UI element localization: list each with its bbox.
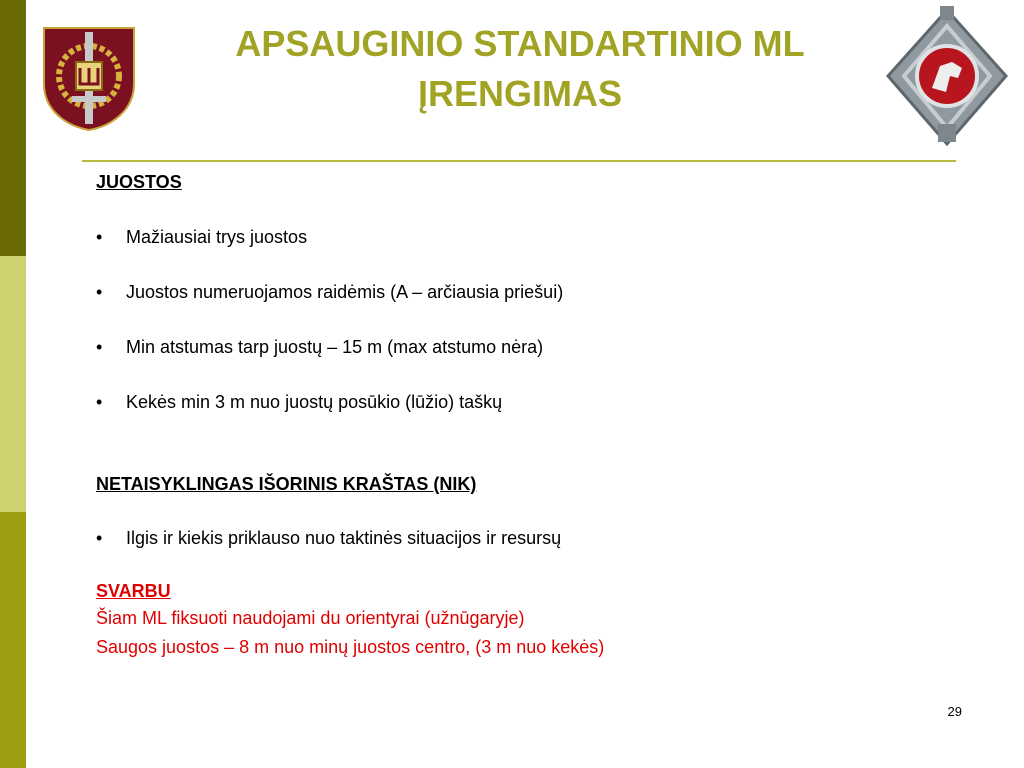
bullet-item [96,527,561,549]
bullet-item [96,391,502,413]
bullet-item [96,226,307,248]
bullet-text: Mažiausiai trys juostos [126,227,308,247]
bullet-item [96,336,543,358]
bullet-dot: • [96,392,103,412]
important-heading: SVARBU [96,581,171,601]
bullet-text: Kekės min 3 m nuo juostų posūkio (lūžio) taškų [126,392,503,412]
bullet-dot: • [96,337,103,357]
section-heading-nik: NETAISYKLINGAS IŠORINIS KRAŠTAS (NIK) [96,474,477,494]
bullet-dot: • [96,528,103,548]
slide-title-line1: APSAUGINIO STANDARTINIO ML [235,23,805,64]
side-bar-middle [0,256,26,512]
page-number: 29 [947,704,962,719]
side-bar-top [0,0,26,256]
important-line: Šiam ML fiksuoti naudojami du orientyrai (užnūgaryje) [96,608,525,628]
slide-title-line2: ĮRENGIMAS [417,73,622,114]
title-divider [82,160,956,162]
bullet-text: Juostos numeruojamos raidėmis (A – arčiausia priešui) [126,282,564,302]
engineer-battalion-badge-icon [880,6,1014,150]
bullet-dot: • [96,227,103,247]
important-line: Saugos juostos – 8 m nuo minų juostos centro, (3 m nuo kekės) [96,637,605,657]
bullet-text: Min atstumas tarp juostų – 15 m (max atstumo nėra) [126,337,544,357]
section-heading-juostos: JUOSTOS [96,172,182,192]
bullet-dot: • [96,282,103,302]
side-bar-bottom [0,512,26,768]
military-academy-emblem-icon [42,26,136,132]
bullet-text: Ilgis ir kiekis priklauso nuo taktinės situacijos ir resursų [126,528,562,548]
bullet-item [96,281,563,303]
